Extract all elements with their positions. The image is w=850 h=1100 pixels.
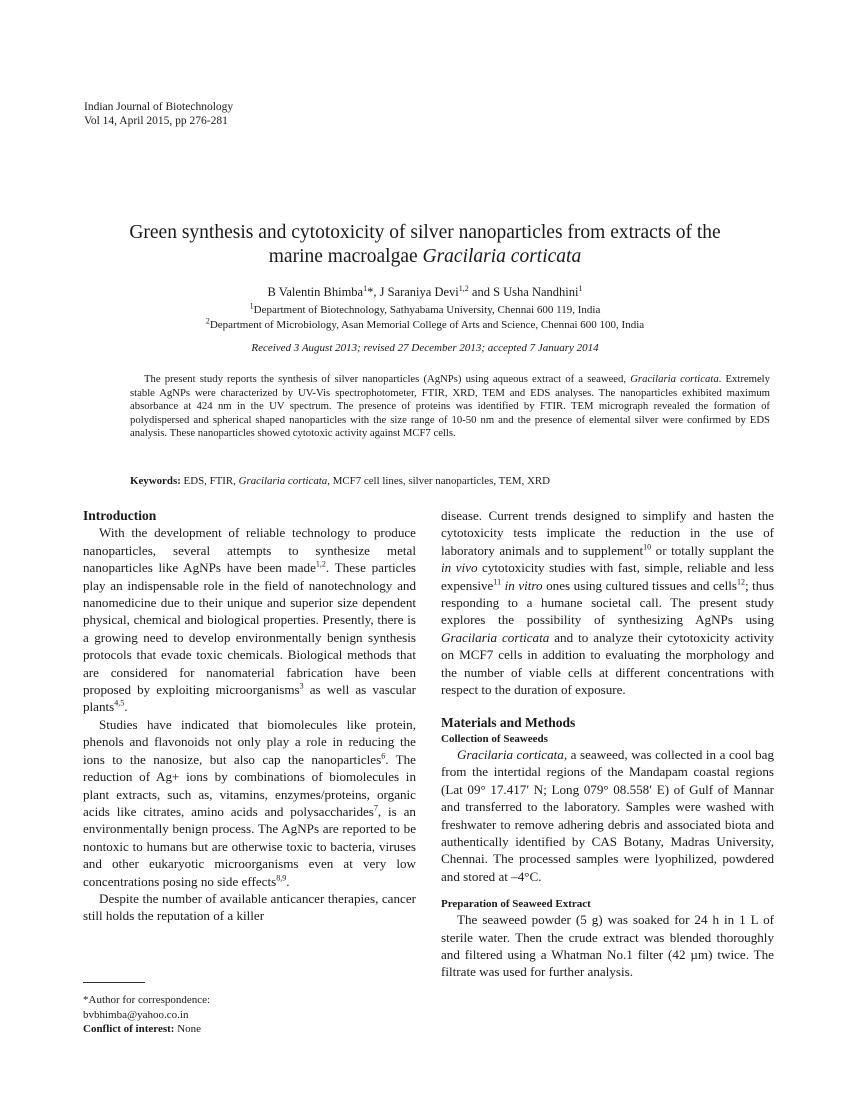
received-dates: Received 3 August 2013; revised 27 December 2013; accepted 7 January 2014 xyxy=(251,342,599,354)
author-1: B Valentin Bhimba xyxy=(267,285,364,299)
title-species: Gracilaria corticata xyxy=(422,246,582,267)
text: . The reduction of Ag+ ions by combinations of biomolecules in plant extracts, such as, vitamins, enzymes/proteins, organic acids like citrates, amino acids and polysaccharides xyxy=(83,751,416,819)
affiliation-text: Department of Microbiology, Asan Memorial College of Arts and Science, Chennai 600 100, India xyxy=(209,319,645,331)
citation: 6 xyxy=(381,751,386,761)
author-3-affil: 1 xyxy=(578,283,583,293)
text: ; thus responding to a humane societal call. The present study explores the possibility of synthesizing AgNPs using xyxy=(441,577,774,628)
conflict-value: None xyxy=(174,1023,202,1035)
author-2: J Saraniya Devi xyxy=(379,285,459,299)
affiliation-marker: 2 xyxy=(205,316,210,326)
text: , is an environmentally benign process. The AgNPs are reported to be nontoxic to humans but are otherwise toxic to bacteria, viruses and other eukaryotic microorganisms even at very low concentrations posing no side effects xyxy=(83,803,416,889)
affiliation-1 xyxy=(90,303,760,318)
citation: 1,2 xyxy=(315,559,326,569)
italic-term: in vitro xyxy=(501,577,543,593)
author-3: S Usha Nandhini xyxy=(493,285,579,299)
citation: 4,5 xyxy=(114,699,125,709)
text: Studies have indicated that biomolecules like protein, phenols and flavonoids not only play a role in reducing the ions to the nanosize, but also cap the nanoparticles xyxy=(83,716,416,767)
text: and to analyze their cytotoxicity activity on MCF7 cells in addition to evaluating the morphology and the number of viable cells at different concentrations with respect to the duration of exposure. xyxy=(441,629,774,698)
spacer xyxy=(441,698,774,714)
italic-term: Gracilaria corticata xyxy=(457,746,564,762)
abstract-species: Gracilaria corticata xyxy=(630,373,719,385)
keywords xyxy=(130,475,770,487)
collection-paragraph xyxy=(441,746,774,885)
subheading-preparation: Preparation of Seaweed Extract xyxy=(441,898,591,911)
paper-title xyxy=(90,221,760,269)
italic-term: Gracilaria corticata xyxy=(441,629,550,645)
citation: 10 xyxy=(643,542,652,552)
preparation-paragraph: The seaweed powder (5 g) was soaked for 24 h in 1 L of sterile water. Then the crude extract was blended thoroughly and filtered using a Whatman No.1 filter (42 µm) twice. The filtrate was used for further analysis. xyxy=(441,912,774,980)
keywords-text: EDS, FTIR, xyxy=(180,475,239,487)
intro-paragraph-3: Despite the number of available anticancer therapies, cancer still holds the reputation of a killer xyxy=(83,890,416,924)
subheading-collection: Collection of Seaweeds xyxy=(441,732,548,745)
affiliation-text: Department of Biotechnology, Sathyabama University, Chennai 600 119, India xyxy=(253,304,601,316)
text: . These particles play an indispensable role in the field of nanotechnology and nanomedicine due to their unique and superior size dependent physical, chemical and biological properties. Presently, there is a growing need to develop environmentally benign synthesis protocols that evade toxic chemicals. Biological methods that are considered for nanomaterial fabrication have been proposed by exploiting microorganisms xyxy=(83,560,416,698)
spacer xyxy=(441,885,774,897)
text: as well as vascular plants xyxy=(83,682,416,715)
keywords-text: , MCF7 cell lines, silver nanoparticles, TEM, XRD xyxy=(327,475,550,487)
intro-paragraph-3-cont xyxy=(441,507,774,698)
right-column xyxy=(441,507,774,981)
section-heading-introduction: Introduction xyxy=(83,508,157,523)
title-prefix: marine macroalgae xyxy=(268,246,423,267)
text: . xyxy=(286,873,290,889)
section-heading-methods: Materials and Methods xyxy=(441,715,576,731)
citation: 11 xyxy=(493,577,502,587)
journal-header xyxy=(84,100,233,128)
author-conjunction: and xyxy=(468,285,494,299)
intro-paragraph-2 xyxy=(83,716,416,890)
text: . xyxy=(124,699,128,715)
text: , a seaweed, was collected in a cool bag from the intertidal regions of the Mandapam coastal regions (Lat 09° 17.417′ N; Long 079° 08.558′ E) of Gulf of Mannar and transferred to the laboratory. Samples were washed with freshwater to remove adhering debris and associated biota and authentically identified by CAS Botany, Madras University, Chennai. The processed samples were lyophilized, powdered and stored at –4°C. xyxy=(441,746,775,884)
italic-term: in vivo xyxy=(441,560,478,576)
correspondence-label: *Author for correspondence: xyxy=(83,994,211,1006)
citation: 7 xyxy=(373,803,378,813)
left-column xyxy=(83,507,416,925)
title-line-2 xyxy=(90,245,760,269)
corresponding-mark: *, xyxy=(367,285,380,299)
journal-issue: Vol 14, April 2015, pp 276-281 xyxy=(84,115,228,127)
conflict-label: Conflict of interest: xyxy=(83,1023,175,1035)
citation: 12 xyxy=(736,577,745,587)
text: cytotoxicity studies with fast, simple, reliable and less expensive xyxy=(441,560,774,593)
text: disease. Current trends designed to simplify and hasten the cytotoxicity tests implicate the reduction in the use of laboratory animals and to supplement xyxy=(441,508,774,558)
affiliations xyxy=(90,303,760,333)
citation: 3 xyxy=(299,681,304,691)
affiliation-marker: 1 xyxy=(249,301,254,311)
abstract xyxy=(130,373,770,441)
keywords-species: Gracilaria corticata xyxy=(238,475,328,487)
footnote-rule xyxy=(83,982,145,983)
author-2-affil: 1,2 xyxy=(458,283,469,293)
text: With the development of reliable technology to produce nanoparticles, several attempts to synthesize metal nanoparticles like AgNPs have been made xyxy=(83,525,416,576)
title-line-1: Green synthesis and cytotoxicity of silver nanoparticles from extracts of the xyxy=(129,222,721,243)
footnote xyxy=(83,982,210,1037)
conflict-of-interest xyxy=(83,1022,210,1037)
correspondence-email[interactable]: bvbhimba@yahoo.co.in xyxy=(83,1008,189,1021)
author-list xyxy=(90,285,760,300)
citation: 8,9 xyxy=(276,873,287,883)
abstract-text: . Extremely stable AgNPs were characterized by UV-Vis spectrophotometer, FTIR, XRD, TEM and EDS analyses. The nanoparticles exhibited maximum absorbance at 424 nm in the UV spectrum. The presence of proteins was identified by FTIR. TEM micrograph revealed the formation of polydispersed and spherical shaped nanoparticles with the size range of 10-50 nm and the presence of elemental silver were confirmed by EDS analysis. These nanoparticles showed cytotoxic activity against MCF7 cells. xyxy=(130,373,770,440)
keywords-label: Keywords: xyxy=(130,475,181,487)
author-1-affil: 1 xyxy=(363,283,368,293)
intro-paragraph-1 xyxy=(83,524,416,715)
abstract-text: The present study reports the synthesis of silver nanoparticles (AgNPs) using aqueous extract of a seaweed, xyxy=(144,373,631,385)
text: ones using cultured tissues and cells xyxy=(542,577,737,593)
text: or totally supplant the xyxy=(651,542,774,558)
affiliation-2 xyxy=(90,318,760,333)
journal-name: Indian Journal of Biotechnology xyxy=(84,101,234,113)
